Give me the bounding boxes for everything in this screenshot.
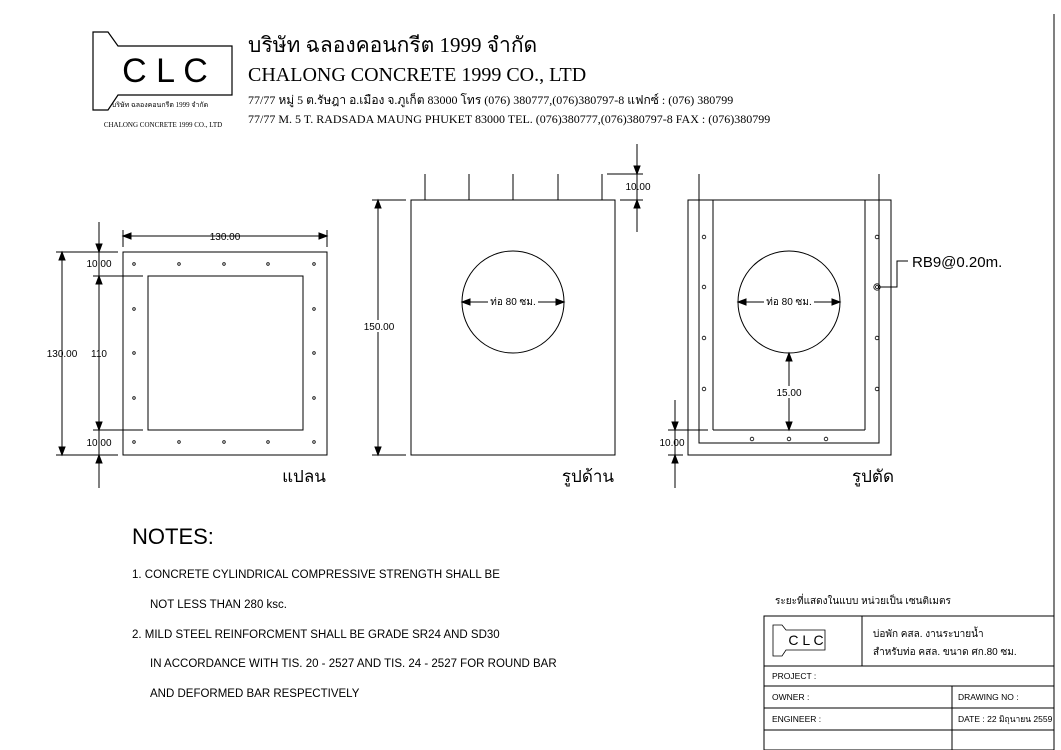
section-pipe-label: ท่อ 80 ซม. [766,297,812,308]
notes-line-1: 1. CONCRETE CYLINDRICAL COMPRESSIVE STRENGTH SHALL BE [132,569,500,581]
title-block-date: DATE : 22 มิถุนายน 2559 [958,714,1053,724]
plan-dim-top-wall: 10.00 [86,259,112,270]
plan-dim-left: 130.00 [46,349,78,360]
elevation-rebar-stubs [425,174,602,200]
plan-inner-opening [148,276,303,430]
title-block-owner: OWNER : [772,692,810,702]
elevation-outline [411,200,615,455]
notes-heading: NOTES: [132,524,214,549]
notes-line-4: IN ACCORDANCE WITH TIS. 20 - 2527 AND TIS. 24 - 2527 FOR ROUND BAR [150,658,557,670]
elevation-dim-height: 150.00 [363,322,395,333]
section-dim-base: 10.00 [659,438,685,449]
plan-rebar-dots [133,263,316,444]
elevation-dim-rebar-top: 10.00 [625,182,651,193]
company-name-th: บริษัท ฉลองคอนกรีต 1999 จำกัด [248,33,538,57]
title-block-logo-text: C L C [788,632,824,648]
title-block-engineer: ENGINEER : [772,714,822,724]
plan-dim-top: 130.00 [209,232,241,243]
title-block-drawing-no: DRAWING NO : [958,692,1019,702]
plan-outer-wall [123,252,327,455]
company-name-en: CHALONG CONCRETE 1999 CO., LTD [248,64,587,86]
elevation-title: รูปด้าน [561,467,615,486]
section-rebar-dots [702,235,880,441]
notes-line-3: 2. MILD STEEL REINFORCMENT SHALL BE GRADE SR24 AND SD30 [132,629,500,641]
title-block-title-line2: สำหรับท่อ คสล. ขนาด ศก.80 ซม. [873,647,1017,658]
title-block-title-line1: บ่อพัก คสล. งานระบายน้ำ [873,629,984,640]
section-rebar-label: RB9@0.20m. [912,254,1003,271]
plan-dim-inner: 110 [91,349,107,360]
section-view [668,174,908,488]
company-logo [93,32,232,129]
section-dim-clear: 15.00 [776,388,802,399]
notes-line-5: AND DEFORMED BAR RESPECTIVELY [150,688,360,700]
company-address-th: 77/77 หมู่ 5 ต.รัษฎา อ.เมือง จ.ภูเก็ต 83000 โทร (076) 380777,(076)380797-8 แฟกซ์ : (076) 380799 [248,93,734,107]
title-block-project: PROJECT : [772,671,817,681]
notes-line-2: NOT LESS THAN 280 ksc. [150,599,287,611]
logo-sub-th: บริษัท ฉลองคอนกรีต 1999 จำกัด [111,101,209,109]
logo-sub-en: CHALONG CONCRETE 1999 CO., LTD [103,121,223,129]
company-address-en: 77/77 M. 5 T. RADSADA MAUNG PHUKET 83000 TEL. (076)380777,(076)380797-8 FAX : (076)380799 [248,112,771,126]
section-title: รูปตัด [851,467,895,486]
elevation-pipe-label: ท่อ 80 ซม. [490,297,536,308]
plan-title: แปลน [282,467,326,486]
units-note: ระยะที่แสดงในแบบ หน่วยเป็น เซนติเมตร [775,596,951,607]
logo-text: C L C [122,52,208,90]
plan-dim-bottom-wall: 10.00 [86,438,112,449]
